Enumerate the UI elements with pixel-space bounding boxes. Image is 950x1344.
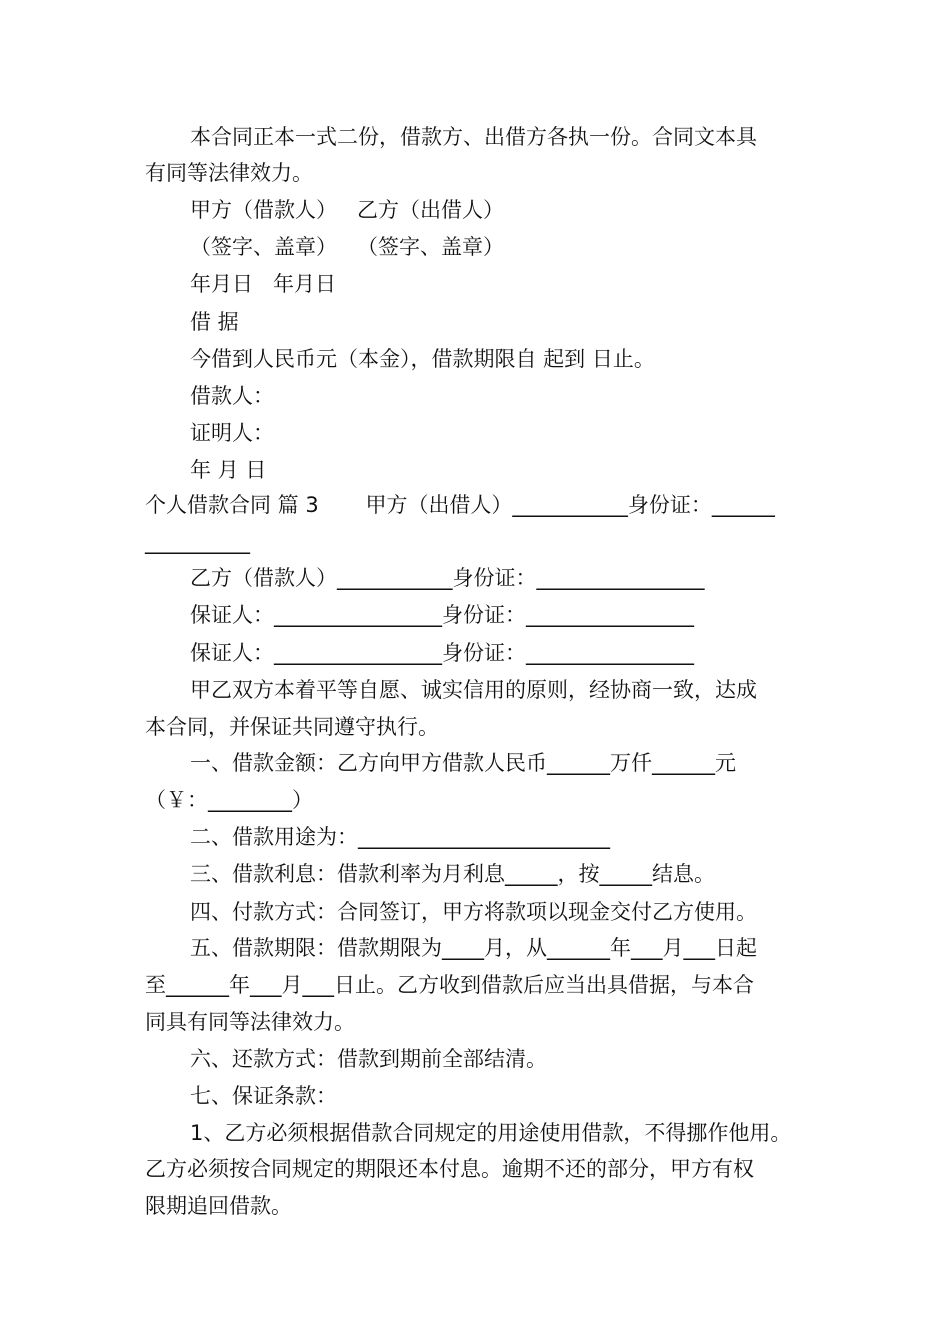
clause-line: （￥：________） bbox=[145, 788, 313, 812]
guarantor-line: 保证人：________________身份证：________________ bbox=[190, 641, 694, 665]
signature-parties: 甲方（借款人） 乙方（出借人） bbox=[190, 198, 505, 222]
guarantor-line: 保证人：________________身份证：________________ bbox=[190, 603, 694, 627]
party-line: 乙方（借款人）___________身份证：________________ bbox=[190, 566, 705, 590]
section-heading: 个人借款合同 篇 3 甲方（出借人）___________身份证：______ bbox=[145, 493, 775, 517]
paragraph-line: 有同等法律效力。 bbox=[145, 161, 313, 185]
paragraph-line: 本合同，并保证共同遵守执行。 bbox=[145, 715, 439, 739]
clause-line: 五、借款期限：借款期限为____月，从______年___月___日起 bbox=[190, 936, 757, 960]
witness-line: 证明人： bbox=[190, 421, 274, 445]
clause-line: 三、借款利息：借款利率为月利息_____，按_____结息。 bbox=[190, 862, 715, 886]
borrower-line: 借款人： bbox=[190, 384, 274, 408]
paragraph-line: 本合同正本一式二份，借款方、出借方各执一份。合同文本具 bbox=[190, 125, 757, 149]
date-line: 年 月 日 bbox=[190, 458, 267, 482]
paragraph-line: 今借到人民币元（本金），借款期限自 起到 日止。 bbox=[190, 347, 655, 371]
clause-line: 四、付款方式：合同签订，甲方将款项以现金交付乙方使用。 bbox=[190, 900, 757, 924]
date-line: 年月日 年月日 bbox=[190, 272, 337, 296]
clause-line: 1、乙方必须根据借款合同规定的用途使用借款，不得挪作他用。 bbox=[190, 1121, 792, 1145]
clause-line: 限期追回借款。 bbox=[145, 1194, 292, 1218]
paragraph-line: 甲乙双方本着平等自愿、诚实信用的原则，经协商一致，达成 bbox=[190, 678, 757, 702]
receipt-title: 借 据 bbox=[190, 310, 239, 334]
clause-line: 七、保证条款： bbox=[190, 1084, 337, 1108]
clause-line: 二、借款用途为：________________________ bbox=[190, 825, 610, 849]
clause-line: 六、还款方式：借款到期前全部结清。 bbox=[190, 1047, 547, 1071]
clause-line: 一、借款金额：乙方向甲方借款人民币______万仟______元 bbox=[190, 751, 736, 775]
clause-line: 至______年___月___日止。乙方收到借款后应当出具借据，与本合 bbox=[145, 973, 754, 997]
clause-line: 同具有同等法律效力。 bbox=[145, 1010, 355, 1034]
clause-line: 乙方必须按合同规定的期限还本付息。逾期不还的部分，甲方有权 bbox=[145, 1157, 754, 1181]
signature-seal-line: （签字、盖章） （签字、盖章） bbox=[190, 235, 505, 259]
paragraph-line: __________ bbox=[145, 530, 250, 554]
